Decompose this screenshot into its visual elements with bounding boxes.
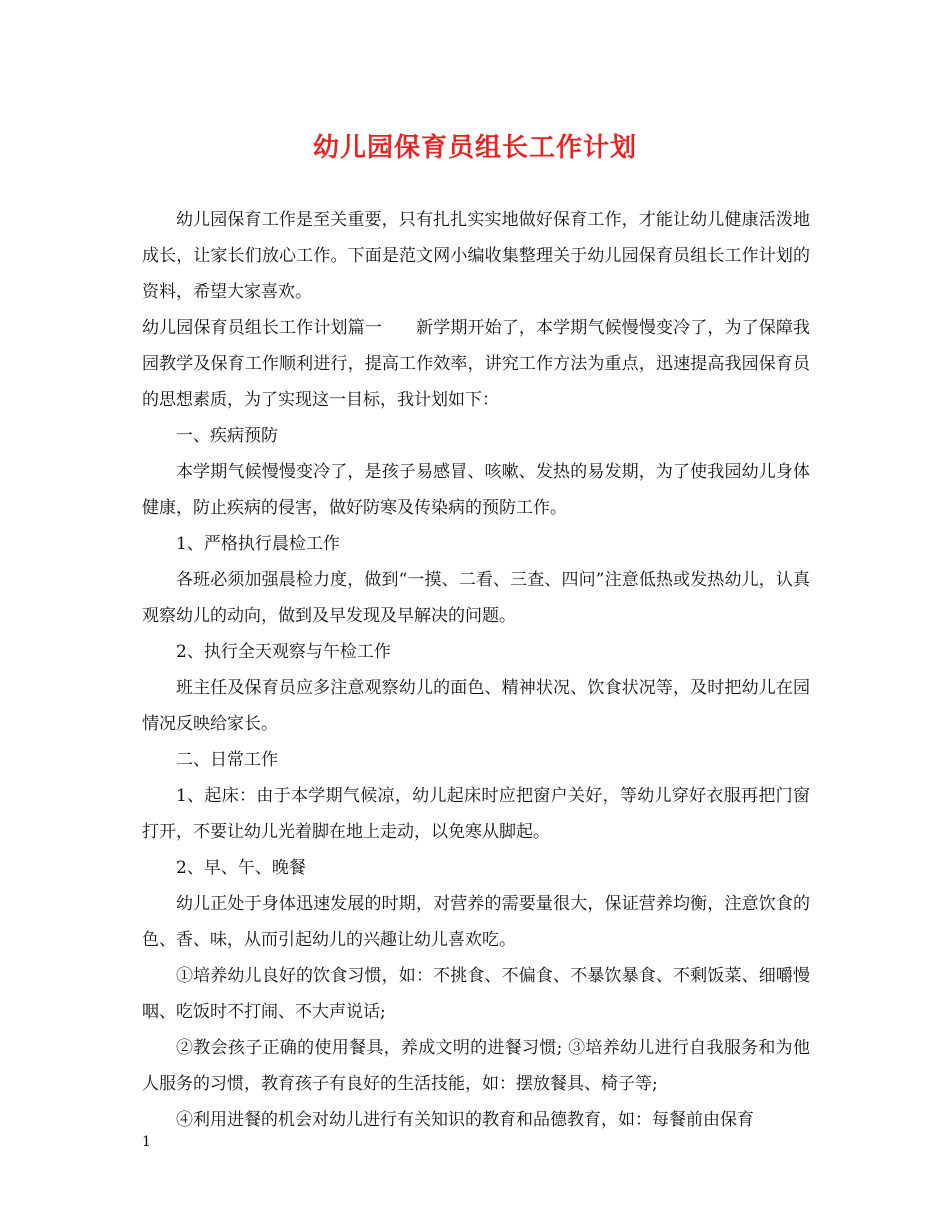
document-title: 幼儿园保育员组长工作计划	[312, 133, 637, 163]
paragraph-morning-check: 各班必须加强晨检力度，做到“一摸、二看、三查、四问”注意低热或发热幼儿，认真观察幼儿的动向，做到及早发现及早解决的问题。	[142, 570, 810, 626]
paragraph-meals: 幼儿正处于身体迅速发展的时期，对营养的需要量很大，保证营养均衡，注意饮食的色、香、味，从而引起幼儿的兴趣让幼儿喜欢吃。	[142, 894, 810, 950]
page-number: 1	[142, 1134, 151, 1150]
section-heading-disease-prevention: 一、疾病预防	[176, 426, 278, 446]
list-item-meal-education: ④利用进餐的机会对幼儿进行有关知识的教育和品德教育，如：每餐前由保育	[176, 1110, 754, 1130]
list-item-eating-habits: ①培养幼儿良好的饮食习惯，如：不挑食、不偏食、不暴饮暴食、不剩饭菜、细嚼慢咽、吃饭时不打闹、不大声说话;	[142, 966, 810, 1022]
document-body	[142, 202, 810, 1138]
paragraph-plan-one: 幼儿园保育员组长工作计划篇一 新学期开始了，本学期气候慢慢变冷了，为了保障我园教学及保育工作顺利进行，提高工作效率，讲究工作方法为重点，迅速提高我园保育员的思想素质，为了实现这一目标，我计划如下：	[142, 318, 810, 410]
paragraph-intro: 幼儿园保育工作是至关重要，只有扎扎实实地做好保育工作，才能让幼儿健康活泼地成长，让家长们放心工作。下面是范文网小编收集整理关于幼儿园保育员组长工作计划的资料，希望大家喜欢。	[142, 210, 810, 302]
list-item-tableware: ②教会孩子正确的使用餐具，养成文明的进餐习惯; ③培养幼儿进行自我服务和为他人服务的习惯，教育孩子有良好的生活技能，如：摆放餐具、椅子等;	[142, 1038, 810, 1094]
section-heading-daily-work: 二、日常工作	[176, 750, 278, 770]
paragraph-all-day-observation: 班主任及保育员应多注意观察幼儿的面色、精神状况、饮食状况等，及时把幼儿在园情况反映给家长。	[142, 678, 810, 734]
paragraph-disease-prevention: 本学期气候慢慢变冷了，是孩子易感冒、咳嗽、发热的易发期，为了使我园幼儿身体健康，防止疾病的侵害，做好防寒及传染病的预防工作。	[142, 462, 810, 518]
subheading-morning-check: 1、严格执行晨检工作	[176, 534, 340, 554]
paragraph-getting-up: 1、起床：由于本学期气候凉，幼儿起床时应把窗户关好，等幼儿穿好衣服再把门窗打开，不要让幼儿光着脚在地上走动，以免寒从脚起。	[142, 786, 810, 842]
subheading-all-day-observation: 2、执行全天观察与午检工作	[176, 642, 391, 662]
subheading-meals: 2、早、午、晚餐	[176, 858, 306, 878]
